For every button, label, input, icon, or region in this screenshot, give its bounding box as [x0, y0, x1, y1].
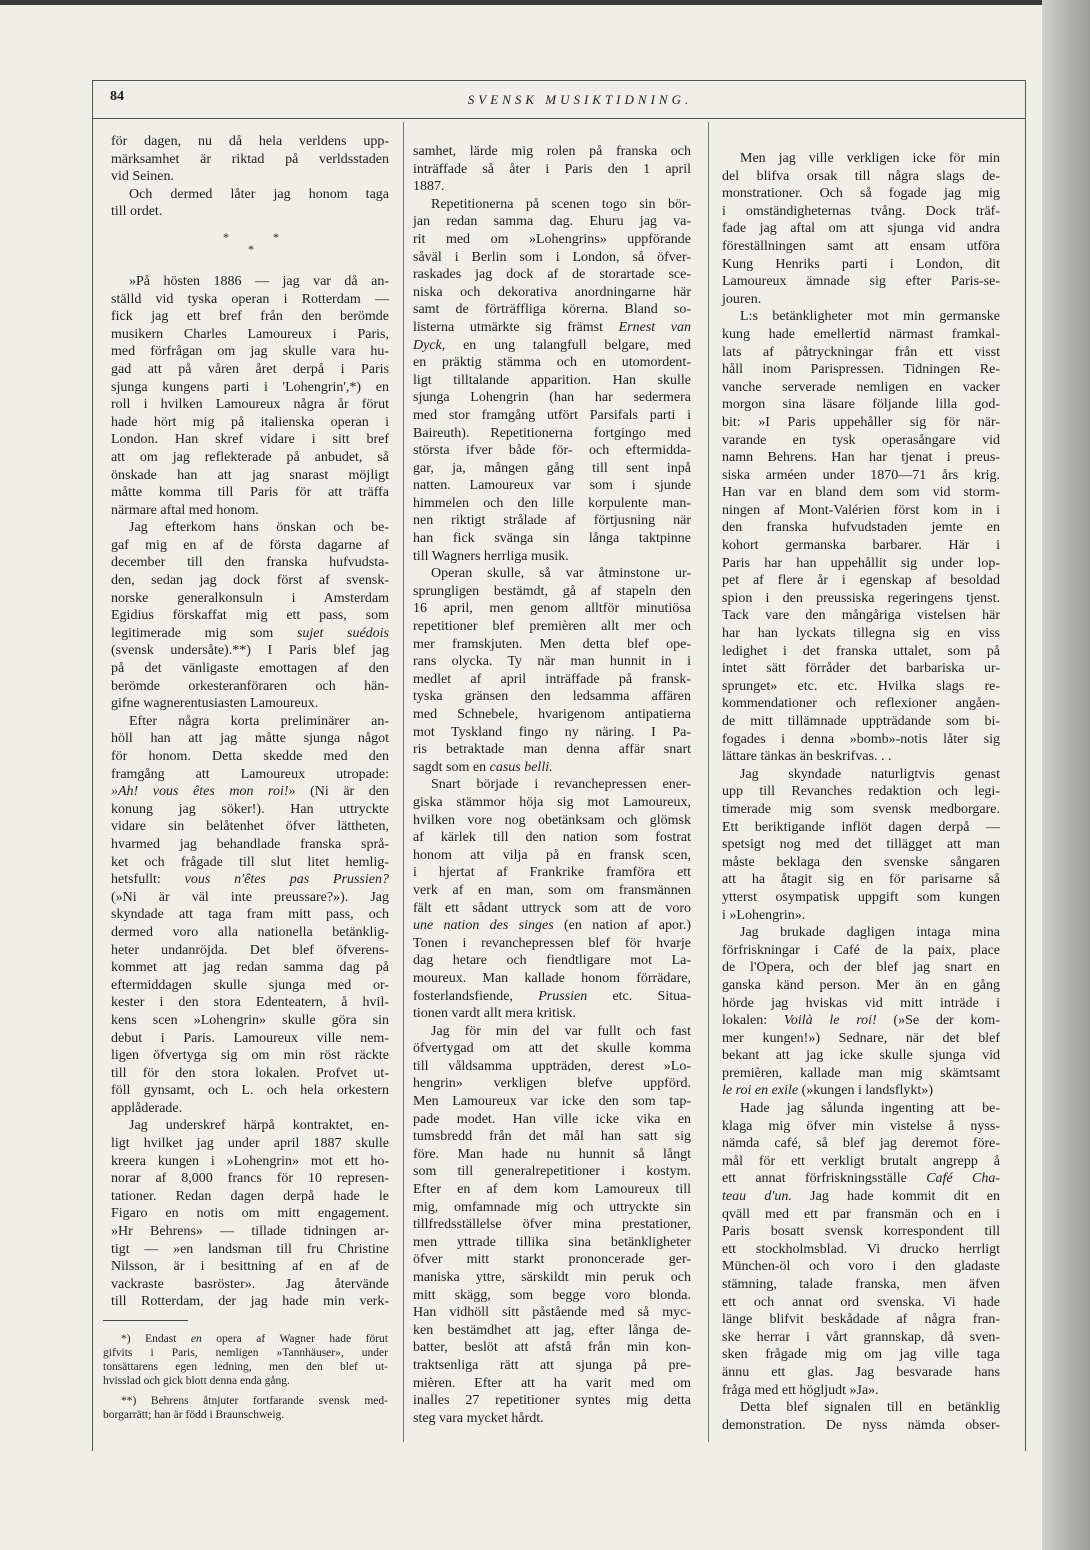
text-line: Han var en bland dem som vid storm- — [722, 485, 1000, 501]
text-line: medlet af april inträffade på fransk- — [413, 671, 691, 687]
text-line: pade modet. Han ville icke vika en — [413, 1111, 691, 1127]
text-line: norske generalkonsuln i Amsterdam — [111, 590, 389, 606]
running-title: SVENSK MUSIKTIDNING. — [467, 92, 693, 107]
text-line: une nation des singes (en nation af apor.) — [413, 918, 691, 934]
text-line: vidare sin belåtenhet öfver lättheten, — [111, 819, 389, 835]
text-line: märksamhet är riktad på verldsstaden — [111, 151, 389, 167]
text-line: heter undanröjda. Det blef öfverens- — [111, 942, 389, 958]
text-line: München-öl och voro i den gladaste — [722, 1259, 1000, 1275]
text-line: den, sedan jag dock först af svensk- — [111, 573, 389, 589]
text-line: Han vidhöll sitt påstående med så myc- — [413, 1305, 691, 1321]
text-line: skyndade att taga fram mitt pass, och — [111, 907, 389, 923]
paragraph — [111, 1117, 389, 1311]
text-line: »På hösten 1886 — jag var då an- — [129, 273, 389, 289]
text-line: Lamoureux ämnade sig efter Paris-se- — [722, 274, 1000, 290]
text-line: Kung Henriks parti i London, dit — [722, 256, 1000, 272]
text-line: natten. Lamoureux var som i sjunde — [413, 478, 691, 494]
text-line: hetsfullt: vous n'êtes pas Prussien? — [111, 872, 389, 888]
text-line: ytterst osympatisk uppgift som kungen — [722, 889, 1000, 905]
text-line: (svensk undersåte).**) I Paris blef jag — [111, 643, 389, 659]
paragraph — [722, 766, 1000, 924]
italic-text: une nation des singes — [413, 918, 554, 934]
section-separator-stars — [111, 221, 389, 273]
text-line: steg vara mycket hårdt. — [413, 1410, 544, 1426]
text-line: ken bestämdhet att jag, efter långa de- — [413, 1322, 691, 1338]
text-line: tyska gränsen den ledsamma affären — [413, 689, 691, 705]
text-line: fick jag ett bref från den berömde — [111, 309, 389, 325]
paragraph — [413, 565, 691, 776]
text-line: applåderade. — [111, 1100, 183, 1116]
text-line: tonsättarens egen ledning, men den blef ut- — [103, 1361, 388, 1373]
paragraph — [111, 133, 389, 186]
footnote — [103, 1332, 388, 1388]
italic-text: Prussien — [538, 988, 588, 1004]
text-line: hvarmed jag behandlade franska språ- — [111, 836, 389, 852]
text-line: dermed voro alla nationella betänklig- — [111, 924, 389, 940]
italic-text: »Ah! vous êtes mon roi!» — [111, 784, 296, 800]
italic-text: en — [190, 1333, 202, 1345]
text-line: rit med om »Lohengrins» uppförande — [413, 231, 691, 247]
text-line: ganska känd person. Mer än en gång — [722, 977, 1000, 993]
text-line: niska och dekorativa anordningarne här — [413, 284, 691, 300]
text-line: timerade mig som svensk medborgare. — [722, 801, 1000, 817]
text-line: på det vänligaste emottagen af den — [111, 661, 389, 677]
text-line: Nilsson, är i besittning af en af de — [111, 1259, 389, 1275]
text-line: inalles 27 repetitioner syntes mig detta — [413, 1393, 691, 1409]
text-line: önskade han att jag snarast möjligt — [111, 467, 389, 483]
text-line: i omständigheternas tvång. Dock träf- — [722, 203, 1000, 219]
italic-text: casus belli. — [489, 759, 553, 775]
text-line: giska stämmor höja sig mot Lamoureux, — [413, 794, 691, 810]
text-line: ske herrar i vårt grannskap, då sven- — [722, 1329, 1000, 1345]
text-line: lokalen: Voilà le roi! (»Se der kom- — [722, 1013, 1000, 1029]
text-line: honom att vilja på en fransk scen, — [413, 847, 691, 863]
text-line: moureux. Man kallade honom förrädare, — [413, 970, 691, 986]
text-line: eftermiddagen skulle sjunga med or- — [111, 977, 389, 993]
text-line: nen riktigt strålade af förtjusning när — [413, 513, 691, 529]
column-divider — [708, 122, 709, 1442]
article-column-3 — [722, 150, 1000, 1434]
paragraph — [722, 1399, 1000, 1434]
star-glyph: * — [223, 229, 229, 244]
paragraph — [413, 143, 691, 196]
paragraph — [413, 1023, 691, 1428]
text-line: Jag skyndade naturligtvis genast — [740, 766, 1000, 782]
text-line: himmelen och den lille korpulente man- — [413, 495, 691, 511]
text-line: de l'Opera, och der blef jag snart en — [722, 960, 1000, 976]
paragraph — [722, 150, 1000, 308]
text-line: med Schnebele, hvarigenom antipatierna — [413, 707, 691, 722]
text-line: öfvertygad om att det skulle komma — [413, 1041, 691, 1057]
text-line: gifvits i Paris, nemligen »Tannhäuser», under — [103, 1347, 388, 1359]
text-line: roll i hvilken Lamoureux några år förut — [111, 397, 389, 413]
text-line: till våldsamma uppträden, derest »Lo- — [413, 1058, 691, 1074]
text-line: **) Behrens åtnjuter fortfarande svensk med- — [121, 1395, 388, 1407]
paragraph — [111, 273, 389, 519]
text-line: gar, ja, mången gång till sent inpå — [413, 460, 691, 476]
text-line: legitimerade mig som sujet suédois — [111, 625, 389, 641]
page-number: 84 — [110, 89, 124, 104]
text-line: maniska yttre, särskildt min peruk och — [413, 1270, 691, 1285]
text-line: kens scen »Lohengrin» skulle göra sin — [111, 1012, 389, 1028]
text-line: sprunget» etc. etc. Hvilka slags re- — [722, 678, 1000, 694]
text-line: morgon sina läsare följande lilla god- — [722, 397, 1000, 413]
text-line: spetsigt nog med det tillägget att man — [722, 837, 1000, 853]
text-line: hade hört mig på italienska operan i — [111, 414, 389, 430]
star-glyph: * — [273, 229, 279, 244]
text-line: de mitt tillämnade uppträdande som bi- — [722, 714, 1000, 729]
text-line: till Wagners herrliga musik. — [413, 548, 569, 564]
column-divider — [403, 122, 404, 1442]
text-line: gad att på våren året derpå i Paris — [111, 361, 389, 377]
text-line: den franska hufvudstaden jemte en — [722, 520, 1000, 536]
article-column-1 — [111, 133, 389, 1311]
text-line: musikern Charles Lamoureux i Paris, — [111, 326, 389, 342]
text-line: ningen af Mont-Valérien först kom in i — [722, 502, 1000, 518]
text-line: qväll med ett par fransmän och en i — [722, 1206, 1000, 1222]
text-line: till för den stora lokalen. Profvet ut- — [111, 1065, 389, 1081]
text-line: hvilken vore nog obetänksam och glömsk — [413, 812, 691, 828]
italic-text: le roi en exile — [722, 1083, 799, 1099]
text-line: batter, beslöt att afstå från min kon- — [413, 1340, 691, 1356]
footnote-rule — [103, 1320, 188, 1321]
text-line: mig, omfamnade mig och uttryckte sin — [413, 1199, 691, 1215]
text-line: norar af 8,000 francs för 10 represen- — [111, 1171, 389, 1187]
text-line: klaga mig öfver min vistelse å nyss- — [722, 1118, 1000, 1134]
text-line: premièren, kallade man mig skämtsamt — [722, 1065, 1000, 1081]
text-line: måtte komma till Paris för att träffa — [111, 485, 389, 501]
text-line: ligt tilltalande apparition. Han skulle — [413, 372, 691, 388]
text-line: mièren. Efter att ha varit med om — [413, 1375, 691, 1391]
text-line: Snart började i revanchepressen ener- — [431, 777, 691, 793]
text-line: ligt hvilket jag under april 1887 skulle — [111, 1136, 389, 1152]
italic-text: vous n'êtes pas Prussien? — [184, 872, 389, 888]
text-line: Paris har han uppehållit sig under lop- — [722, 555, 1000, 571]
text-line: med stor framgång utfört Parsifals parti i — [413, 407, 691, 423]
text-line: varande en tysk operasångare vid — [722, 432, 1000, 448]
text-line: ket och frågade till slut litet hemlig- — [111, 854, 389, 870]
scan-top-edge — [0, 0, 1090, 5]
text-line: intet sätt förråder det barbariska ur- — [722, 661, 1000, 677]
italic-text: Café Cha- — [926, 1171, 1000, 1187]
text-line: Detta blef signalen till en betänklig — [740, 1400, 1000, 1416]
paragraph — [111, 713, 389, 1118]
text-line: närmare aftal med honom. — [111, 502, 259, 518]
italic-text: teau d'un. — [722, 1189, 792, 1205]
text-line: fogades i denna »bomb»-notis låter sig — [722, 731, 1000, 747]
text-line: ställd vid tyska operan i Rotterdam — — [111, 291, 389, 307]
text-line: fade jag aftal om att sjunga vid andra — [722, 221, 1000, 237]
text-line: namn Behrens. Han har tjenat i preus- — [722, 450, 1000, 466]
text-line: (»Ni är väl inte preussare?»). Jag — [111, 889, 389, 905]
text-line: förfriskningar i Café de la paix, place — [722, 942, 1000, 958]
text-line: ledighet i det franska uttalet, som på — [722, 643, 1000, 659]
italic-text: sujet suédois — [296, 625, 389, 641]
text-line: framgång att Lamoureux utropade: — [111, 766, 389, 782]
text-line: fält ett sådant uttryck som att de voro — [413, 900, 691, 916]
text-line: föll gynsamt, och L. och hela orkestern — [111, 1083, 389, 1099]
text-line: raskades jag dock af de storartade sce- — [413, 267, 691, 283]
text-line: ett stockholmsblad. Vi drucko herrligt — [722, 1241, 1000, 1257]
text-line: som till generalrepetitioner i kostym. — [413, 1164, 691, 1180]
header-rule — [92, 118, 1026, 119]
text-line: lats af påtryckningar från ett visst — [722, 344, 1000, 360]
text-line: Jag underskref härpå kontraktet, en- — [129, 1118, 389, 1134]
text-line: vackraste basröster». Jag återvände — [111, 1276, 389, 1292]
text-line: kung hade emellertid närmast framkal- — [722, 326, 1000, 342]
text-line: tumsbredd från det mål han satt sig — [413, 1129, 691, 1145]
text-line: han fick svänga sin långa taktpinne — [413, 531, 691, 547]
text-line: jouren. — [722, 291, 762, 307]
text-line: tionen vardt allt mera kritisk. — [413, 1006, 576, 1022]
text-line: Jag för min del var fullt och fast — [431, 1023, 691, 1039]
text-line: verk af en man, som om fransmännen — [413, 882, 691, 898]
italic-text: Voilà le roi! — [783, 1013, 877, 1029]
text-line: London. Han skref vidare i sitt bref — [111, 432, 389, 448]
paragraph — [413, 776, 691, 1022]
text-line: Efter en af dem kom Lamoureux till — [413, 1182, 691, 1198]
footnote — [103, 1394, 388, 1422]
text-line: för honom. Detta skedde med den — [111, 749, 389, 764]
text-line: repetitioner blef premièren allt mer och — [413, 619, 691, 635]
text-line: af kärlek till den nation som fostrat — [413, 830, 691, 846]
text-line: Figaro en notis om mitt engagement. — [111, 1206, 389, 1222]
text-line: Men jag ville verkligen icke för min — [740, 151, 1000, 166]
text-line: höll han att jag måtte sjunga något — [111, 731, 389, 747]
text-line: 16 april, men genom alltför minutiösa — [413, 601, 691, 617]
text-line: största ifver både för- och eftermidda- — [413, 443, 691, 459]
text-line: hengrin» verkligen blefve uppförd. — [413, 1076, 691, 1092]
text-line: ligen öfvertyga sig om min röst räckte — [111, 1048, 389, 1064]
article-column-2 — [413, 143, 691, 1427]
text-line: demonstration. De nyss nämda obser- — [722, 1417, 1000, 1433]
text-line: kommendationer och reflexioner angåen- — [722, 696, 1000, 712]
text-line: Efter några korta preliminärer an- — [129, 713, 389, 729]
text-line: ett annat förfriskningsställe Café Cha- — [722, 1171, 1000, 1187]
text-line: samhet, lärde mig rolen på franska och — [413, 144, 691, 159]
text-line: sken frågade mig om jag ville taga — [722, 1347, 1000, 1363]
text-line: men yttrade tillika sina betänkligheter — [413, 1234, 691, 1250]
text-line: Baireuth). Repetitionerna fortgingo med — [413, 425, 691, 441]
italic-text: Ernest van — [618, 319, 692, 335]
text-line: i »Lohengrin». — [722, 907, 806, 923]
text-line: Jag efterkom hans önskan och be- — [129, 520, 389, 536]
text-line: *) Endast en opera af Wagner hade förut — [121, 1333, 388, 1345]
text-line: »Hr Behrens» — tillade tidningen ar- — [111, 1224, 389, 1240]
text-line: tationer. Redan dagen derpå hade le — [111, 1188, 389, 1204]
text-line: måste beklaga den svenske sångaren — [722, 854, 1000, 870]
scan-right-edge — [1042, 0, 1090, 1550]
text-line: för dagen, nu då hela verldens upp- — [111, 134, 389, 149]
text-line: till Rotterdam, der jag hade min verk- — [111, 1294, 389, 1310]
text-line: kohort germanska barbarer. Här i — [722, 538, 1000, 554]
text-line: sagdt som en casus belli. — [413, 759, 553, 775]
text-line: spion i den preussiska regeringens tjenst. — [722, 590, 1000, 606]
text-line: debut i Paris. Lamoureux ville nem- — [111, 1030, 389, 1046]
text-line: Men Lamoureux var icke den som tap- — [413, 1094, 691, 1110]
text-line: har han lyckats tillegna sig en viss — [722, 626, 1000, 642]
text-line: Operan skulle, så var åtminstone ur- — [431, 566, 691, 582]
text-line: del blifva orsak till några slags de- — [722, 168, 1000, 184]
text-line: monstrationer. Och så fogade jag mig — [722, 186, 1000, 202]
text-line: Tonen i revanchepressen blef för hvarje — [413, 935, 691, 951]
text-line: öfver mitt starkt prononcerade ger- — [413, 1252, 691, 1268]
paragraph — [413, 196, 691, 565]
text-line: samt de förträffliga körerna. Bland so- — [413, 302, 691, 318]
text-line: bit: »I Paris uppehåller sig för när- — [722, 414, 1000, 430]
text-line: traktsenliga rätt att sjunga på pre- — [413, 1357, 691, 1373]
text-line: december till den franska hufvudsta- — [111, 555, 389, 571]
text-line: ännu ett glas. Jag besvarade hans — [722, 1364, 1000, 1380]
text-line: till ordet. — [111, 204, 163, 220]
text-line: såväl i Berlin som i London, så öfver- — [413, 249, 691, 265]
text-line: konung jag söker!). Han uttryckte — [111, 801, 389, 817]
text-line: kester i den stora Edenteatern, å hvil- — [111, 995, 389, 1011]
text-line: Dyck, en ung talangfull belgare, med — [413, 337, 691, 353]
text-line: med förfrågan om jag skulle vara hu- — [111, 344, 389, 360]
text-line: tillfredsställelse öfver mina prestationer, — [413, 1217, 691, 1233]
text-line: sjunga Lohengrin (han har sedermera — [413, 390, 691, 406]
text-line: föreställningen samt att ensam utföra — [722, 238, 1000, 254]
italic-text: Dyck — [413, 337, 442, 353]
text-line: mål för ett verkligt brutalt angrepp å — [722, 1153, 1000, 1169]
text-line: le roi en exile (»kungen i landsflykt») — [722, 1083, 933, 1099]
text-line: sprungligen bestämdt, gå af stapeln den — [413, 583, 691, 599]
footnotes — [103, 1332, 388, 1428]
paragraph — [722, 924, 1000, 1100]
text-line: Tack vare den mångåriga vistelsen här — [722, 608, 1000, 624]
text-line: kommet att jag redan samma dag på — [111, 960, 389, 976]
text-line: stämning, talade franska, men äfven — [722, 1277, 1000, 1292]
star-glyph: * — [248, 241, 254, 256]
paragraph — [722, 308, 1000, 765]
text-line: fråga med ett högljudt »Ja». — [722, 1382, 879, 1398]
text-line: Hade jag sålunda ingenting att be- — [740, 1101, 1000, 1117]
text-line: vanche serverade nemligen en vacker — [722, 379, 1000, 395]
text-line: en präktig stämma och en utomordent- — [413, 355, 691, 371]
text-line: L:s betänkligheter mot min germanske — [740, 309, 1000, 325]
text-line: att ha åtagit sig en för parisarne så — [722, 872, 1000, 888]
text-line: Egidius förskaffat mig ett pass, som — [111, 608, 389, 624]
paragraph — [111, 186, 389, 221]
text-line: nämda café, så blef jag deremot före- — [722, 1136, 1000, 1152]
text-line: pet af flere år i egenskap af besoldad — [722, 573, 1000, 589]
text-line: vid Seinen. — [111, 169, 174, 185]
text-line: håll inom Parispressen. Tidningen Re- — [722, 362, 1000, 378]
text-line: inträffade så åter i Paris den 1 april — [413, 161, 691, 177]
text-line: upp till Revanches redaktion och legi- — [722, 784, 1000, 800]
text-line: 1887. — [413, 179, 445, 195]
text-line: mer framskjuten. Men detta blef ope- — [413, 636, 691, 652]
text-line: siska arméen under 1870—71 års krig. — [722, 467, 1000, 483]
text-line: Repetitionerna på scenen togo sin bör- — [431, 196, 691, 212]
text-line: före. Man hade nu hunnit så långt — [413, 1146, 691, 1162]
text-line: ett och annat ord svenska. Vi hade — [722, 1294, 1000, 1310]
text-line: lättare tänkas än beskrifvas. . . — [722, 749, 892, 765]
text-line: sjunga kungens parti i 'Lohengrin',*) en — [111, 379, 389, 395]
text-line: »Ah! vous êtes mon roi!» (Ni är den — [111, 784, 389, 800]
text-line: Och dermed låter jag honom taga — [129, 186, 389, 202]
text-line: teau d'un. Jag hade kommit dit en — [722, 1189, 1000, 1205]
text-line: tigt — »en landsman till fru Christine — [111, 1241, 389, 1257]
text-line: mitt skägg, som begge voro blonda. — [413, 1287, 691, 1303]
text-line: jan redan samma dag. Ehuru jag va- — [413, 214, 691, 230]
text-line: Ett beriktigande inflöt dagen derpå — — [722, 819, 1000, 835]
text-line: kreera kungen i »Lohengrin» mot ett ho- — [111, 1153, 389, 1169]
text-line: länge blifvit beskådade af några fran- — [722, 1312, 1000, 1328]
text-line: hörde jag hviskas vid mitt inträde i — [722, 995, 1000, 1011]
text-line: berömde orkesteranföraren och hän- — [111, 678, 389, 694]
paragraph — [111, 519, 389, 713]
text-line: bekant att jag icke skulle sjunga vid — [722, 1048, 1000, 1064]
text-line: mer kungen!») Sednare, när det blef — [722, 1030, 1000, 1046]
paragraph — [722, 1100, 1000, 1399]
text-line: hvisslad och gick blott denna enda gång. — [103, 1375, 290, 1387]
text-line: ris betraktade man denna affär snart — [413, 742, 691, 758]
text-line: att om jag reflekterade på anbudet, så — [111, 449, 389, 465]
text-line: listerna utmärkte sig främst Ernest van — [413, 319, 692, 335]
text-line: rans olycka. Ty när man hunnit in i — [413, 654, 691, 670]
text-line: i hjertat af Frankrike framföra ett — [413, 865, 691, 881]
text-line: gifne wagnerentusiasten Lamoureux. — [111, 696, 319, 712]
text-line: Paris bosatt svensk korrespondent till — [722, 1224, 1000, 1240]
text-line: gaf mig en af de första dagarne af — [111, 537, 389, 553]
text-line: mot Tyskland fingo ny näring. I Pa- — [413, 724, 691, 740]
text-line: Jag brukade dagligen intaga mina — [740, 925, 1000, 941]
text-line: dag hetare och fiendtligare mot La- — [413, 953, 691, 969]
text-line: fosterlandsfiende, Prussien etc. Situa- — [413, 988, 691, 1004]
text-line: borgarrätt; han är född i Braunschweig. — [103, 1409, 285, 1421]
